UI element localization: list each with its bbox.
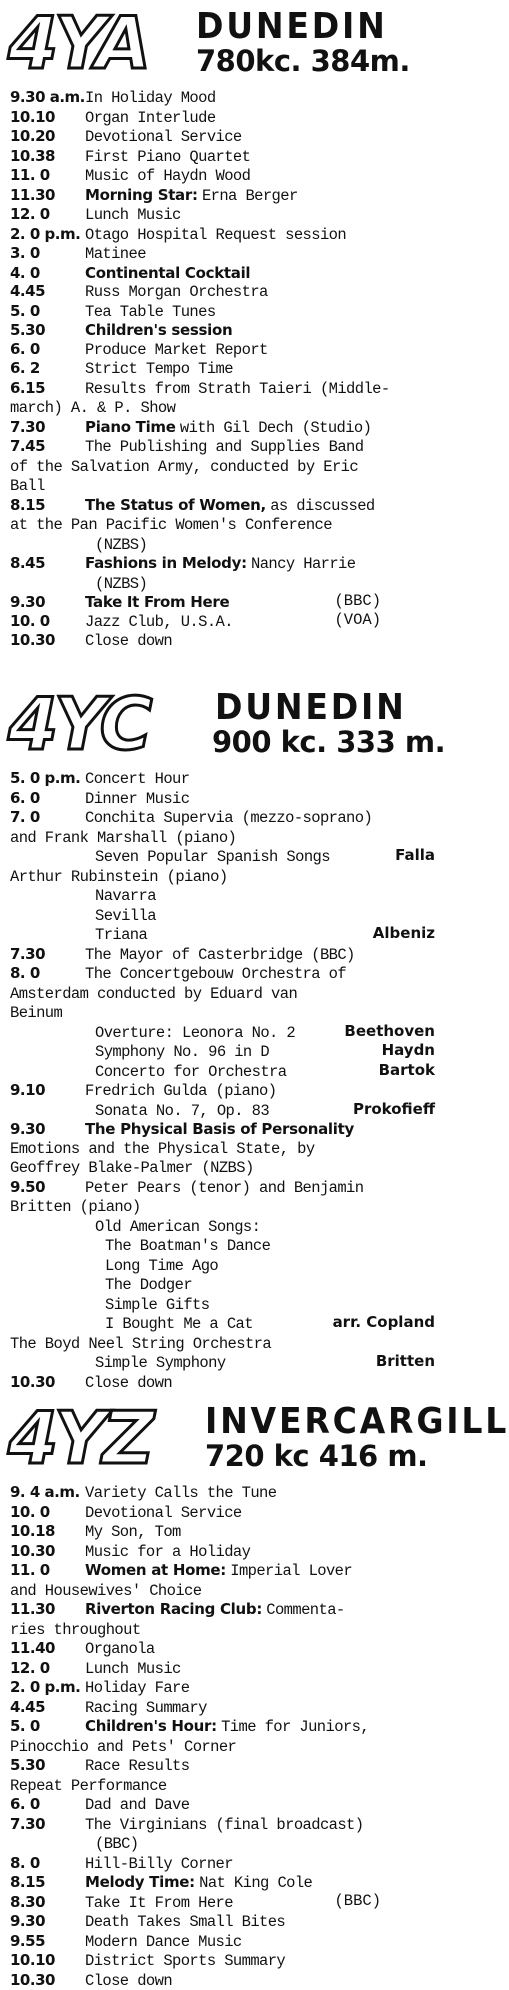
programme-continuation: The Boyd Neel String Orchestra xyxy=(10,1335,271,1353)
programme-title: Produce Market Report xyxy=(85,341,268,359)
programme-time: 10. 0 xyxy=(10,613,85,631)
programme-detail: Old American Songs: xyxy=(95,1218,260,1236)
programme-row xyxy=(10,886,441,906)
programme-title-bold: Children's Hour: xyxy=(85,1717,217,1735)
programme-time: 8.30 xyxy=(10,1894,85,1912)
programme-row xyxy=(10,1698,441,1718)
source-credit: (VOA) xyxy=(334,612,381,630)
programme-row xyxy=(10,302,441,322)
programme-title-bold: Piano Time xyxy=(85,418,176,436)
programme-time: 8.45 xyxy=(10,555,85,573)
programme-title: Dad and Dave xyxy=(85,1796,189,1814)
programme-continuation: march) A. & P. Show xyxy=(10,399,175,417)
programme-row xyxy=(10,1197,441,1217)
programme-title: The Mayor of Casterbridge (BBC) xyxy=(85,946,355,964)
composer-credit: Bartok xyxy=(379,1062,435,1080)
station-header xyxy=(0,681,447,767)
programme-time: 11.30 xyxy=(10,1601,85,1619)
programme-row xyxy=(10,166,441,186)
programme-row xyxy=(10,515,441,535)
programme-row xyxy=(10,925,441,945)
programme-row xyxy=(10,1639,441,1659)
programme-time: 6. 0 xyxy=(10,1796,85,1814)
programme-row xyxy=(10,88,441,108)
programme-time: 10.38 xyxy=(10,148,85,166)
programme-title-bold: The Physical Basis of Personality xyxy=(85,1120,354,1138)
station-4ya xyxy=(0,0,447,651)
programme-title: Close down xyxy=(85,1972,172,1990)
programme-row xyxy=(10,398,441,418)
programme-title: Variety Calls the Tune xyxy=(85,1484,276,1502)
programme-row xyxy=(10,496,441,516)
programme-row xyxy=(10,612,441,632)
programme-continuation: Britten (piano) xyxy=(10,1198,141,1216)
programme-title: Erna Berger xyxy=(202,187,298,205)
programme-title: Conchita Supervia (mezzo-soprano) xyxy=(85,809,372,827)
programme-row xyxy=(10,1854,441,1874)
programme-title: Dinner Music xyxy=(85,790,189,808)
programme-title: Peter Pears (tenor) and Benjamin xyxy=(85,1179,363,1197)
programme-continuation: Ball xyxy=(10,477,45,495)
programme-time: 5.30 xyxy=(10,1757,85,1775)
programme-row xyxy=(10,847,441,867)
programme-detail: Symphony No. 96 in D xyxy=(95,1043,269,1061)
programme-row xyxy=(10,205,441,225)
programme-title-bold: Fashions in Melody: xyxy=(85,554,247,572)
programme-row xyxy=(10,418,441,438)
programme-time: 11. 0 xyxy=(10,1562,85,1580)
programme-title: District Sports Summary xyxy=(85,1952,285,1970)
programme-row xyxy=(10,1003,441,1023)
programme-title: Nat King Cole xyxy=(199,1874,312,1892)
programme-title: In Holiday Mood xyxy=(85,89,216,107)
programme-title: Close down xyxy=(85,1374,172,1392)
programme-row xyxy=(10,964,441,984)
programme-title: Fredrich Gulda (piano) xyxy=(85,1082,276,1100)
programme-row xyxy=(10,1776,441,1796)
programme-continuation: of the Salvation Army, conducted by Eric xyxy=(10,458,358,476)
programme-time: 8. 0 xyxy=(10,965,85,983)
programme-row xyxy=(10,945,441,965)
composer-credit: arr. Copland xyxy=(333,1314,435,1332)
station-header xyxy=(0,1395,447,1481)
programme-detail: Sevilla xyxy=(95,907,156,925)
programme-detail: Sonata No. 7, Op. 83 xyxy=(95,1102,269,1120)
programme-row xyxy=(10,593,441,612)
programme-time: 9. 4 a.m. xyxy=(10,1484,85,1502)
programme-row xyxy=(10,476,441,496)
programme-time: 12. 0 xyxy=(10,206,85,224)
station-city: INVERCARGILL xyxy=(205,1401,509,1442)
programme-song: Long Time Ago xyxy=(105,1257,218,1275)
programme-row xyxy=(10,1158,441,1178)
programme-row xyxy=(10,1581,441,1601)
programme-time: 3. 0 xyxy=(10,245,85,263)
programme-continuation: Emotions and the Physical State, by xyxy=(10,1140,315,1158)
programme-row xyxy=(10,1275,441,1295)
programme-row xyxy=(10,789,441,809)
programme-row xyxy=(10,1932,441,1952)
programme-title: Music of Haydn Wood xyxy=(85,167,250,185)
programme-row xyxy=(10,321,441,340)
programme-time: 11. 0 xyxy=(10,167,85,185)
composer-credit: Haydn xyxy=(382,1042,435,1060)
programme-title: My Son, Tom xyxy=(85,1523,181,1541)
programme-row xyxy=(10,1081,441,1101)
programme-detail: (NZBS) xyxy=(95,575,147,593)
programme-row xyxy=(10,1353,441,1373)
programme-title: Death Takes Small Bites xyxy=(85,1913,285,1931)
programme-time: 7.30 xyxy=(10,419,85,437)
programme-title: Holiday Fare xyxy=(85,1679,189,1697)
programme-time: 7.30 xyxy=(10,1816,85,1834)
programme-song: I Bought Me a Cat xyxy=(105,1315,253,1333)
programme-time: 9.30 xyxy=(10,1913,85,1931)
programme-list xyxy=(0,1483,447,1990)
composer-credit: Prokofieff xyxy=(353,1101,435,1119)
programme-row xyxy=(10,1795,441,1815)
programme-title: with Gil Dech (Studio) xyxy=(180,419,371,437)
composer-credit: Falla xyxy=(395,847,435,865)
programme-row xyxy=(10,379,441,399)
programme-time: 10.30 xyxy=(10,632,85,650)
programme-time: 7. 0 xyxy=(10,809,85,827)
programme-row xyxy=(10,1334,441,1354)
programme-row xyxy=(10,1678,441,1698)
source-credit: (BBC) xyxy=(334,593,381,611)
programme-title-bold: The Status of Women, xyxy=(85,496,266,514)
programme-time: 6. 0 xyxy=(10,790,85,808)
station-4yc xyxy=(0,681,447,1392)
programme-title-bold: Women at Home: xyxy=(85,1561,226,1579)
programme-title: Devotional Service xyxy=(85,1504,242,1522)
station-logo-4yz: 4YZ xyxy=(8,1395,150,1481)
programme-row xyxy=(10,1314,441,1334)
station-city: DUNEDIN xyxy=(215,687,407,728)
programme-title: Jazz Club, U.S.A. xyxy=(85,613,233,631)
programme-time: 8. 0 xyxy=(10,1855,85,1873)
programme-row xyxy=(10,1522,441,1542)
programme-time: 5. 0 xyxy=(10,1718,85,1736)
programme-row xyxy=(10,574,441,594)
programme-row xyxy=(10,1756,441,1776)
station-logo-4yc: 4YC xyxy=(8,681,149,767)
programme-detail: (NZBS) xyxy=(95,536,147,554)
programme-row xyxy=(10,1483,441,1503)
programme-row xyxy=(10,1178,441,1198)
programme-row xyxy=(10,359,441,379)
programme-title: First Piano Quartet xyxy=(85,148,250,166)
programme-row xyxy=(10,1503,441,1523)
programme-row xyxy=(10,282,441,302)
programme-title: Russ Morgan Orchestra xyxy=(85,283,268,301)
programme-row xyxy=(10,1023,441,1043)
programme-time: 10.18 xyxy=(10,1523,85,1541)
programme-time: 6. 2 xyxy=(10,360,85,378)
programme-row xyxy=(10,1295,441,1315)
programme-title-bold: Take It From Here xyxy=(85,593,229,611)
programme-song: The Dodger xyxy=(105,1276,192,1294)
programme-time: 6.15 xyxy=(10,380,85,398)
programme-time: 7.45 xyxy=(10,438,85,456)
programme-detail: Simple Symphony xyxy=(95,1354,226,1372)
programme-detail: Overture: Leonora No. 2 xyxy=(95,1024,295,1042)
programme-time: 9.10 xyxy=(10,1082,85,1100)
programme-time: 11.40 xyxy=(10,1640,85,1658)
programme-row xyxy=(10,1217,441,1237)
station-4yz xyxy=(0,1395,447,1990)
programme-row xyxy=(10,828,441,848)
programme-time: 2. 0 p.m. xyxy=(10,226,85,244)
programme-row xyxy=(10,108,441,128)
programme-row xyxy=(10,437,441,457)
programme-continuation: ries throughout xyxy=(10,1621,141,1639)
programme-title: Lunch Music xyxy=(85,206,181,224)
programme-continuation: and Frank Marshall (piano) xyxy=(10,829,236,847)
programme-title: Devotional Service xyxy=(85,128,242,146)
programme-time: 10.10 xyxy=(10,109,85,127)
programme-row xyxy=(10,1256,441,1276)
programme-row xyxy=(10,906,441,926)
programme-time: 7.30 xyxy=(10,946,85,964)
programme-time: 4.45 xyxy=(10,283,85,301)
programme-title: Modern Dance Music xyxy=(85,1933,242,1951)
programme-row xyxy=(10,535,441,555)
programme-time: 9.50 xyxy=(10,1179,85,1197)
programme-row xyxy=(10,1542,441,1562)
programme-time: 10.20 xyxy=(10,128,85,146)
programme-title: Race Results xyxy=(85,1757,189,1775)
programme-title: Time for Juniors, xyxy=(221,1718,369,1736)
programme-detail: Navarra xyxy=(95,887,156,905)
programme-time: 10. 0 xyxy=(10,1504,85,1522)
programme-row xyxy=(10,1042,441,1062)
programme-title: Music for a Holiday xyxy=(85,1543,250,1561)
programme-time: 9.30 a.m. xyxy=(10,89,85,107)
programme-time: 5.30 xyxy=(10,322,85,340)
programme-title: Otago Hospital Request session xyxy=(85,226,346,244)
programme-continuation: Geoffrey Blake-Palmer (NZBS) xyxy=(10,1159,254,1177)
programme-row xyxy=(10,1737,441,1757)
programme-time: 10.30 xyxy=(10,1972,85,1990)
programme-title-bold: Continental Cocktail xyxy=(85,264,250,282)
programme-time: 5. 0 p.m. xyxy=(10,770,85,788)
station-logo-4ya: 4YA xyxy=(8,0,147,86)
programme-time: 2. 0 p.m. xyxy=(10,1679,85,1697)
composer-credit: Albeniz xyxy=(373,925,435,943)
programme-row xyxy=(10,984,441,1004)
programme-row xyxy=(10,244,441,264)
programme-title: Close down xyxy=(85,632,172,650)
station-header xyxy=(0,0,447,86)
programme-title-bold: Children's session xyxy=(85,321,232,339)
programme-row xyxy=(10,1873,441,1893)
programme-row xyxy=(10,1893,441,1913)
programme-title: Matinee xyxy=(85,245,146,263)
programme-continuation: Arthur Rubinstein (piano) xyxy=(10,868,228,886)
programme-title-bold: Melody Time: xyxy=(85,1873,195,1891)
programme-title: Organola xyxy=(85,1640,155,1658)
programme-row xyxy=(10,1659,441,1679)
programme-row xyxy=(10,867,441,887)
programme-row xyxy=(10,1620,441,1640)
programme-title: Results from Strath Taieri (Middle- xyxy=(85,380,390,398)
programme-continuation: Repeat Performance xyxy=(10,1777,167,1795)
programme-time: 8.15 xyxy=(10,1874,85,1892)
programme-time: 9.30 xyxy=(10,594,85,612)
programme-row xyxy=(10,1717,441,1737)
programme-row xyxy=(10,127,441,147)
programme-title: as discussed xyxy=(270,497,374,515)
programme-title: Hill-Billy Corner xyxy=(85,1855,233,1873)
programme-row xyxy=(10,1101,441,1121)
programme-song: Simple Gifts xyxy=(105,1296,209,1314)
programme-detail: (BBC) xyxy=(95,1835,139,1853)
programme-row xyxy=(10,1834,441,1854)
programme-title: Tea Table Tunes xyxy=(85,303,216,321)
programme-time: 5. 0 xyxy=(10,303,85,321)
programme-time: 11.30 xyxy=(10,187,85,205)
programme-title: The Concertgebouw Orchestra of xyxy=(85,965,346,983)
programme-row xyxy=(10,1600,441,1620)
station-frequency: 900 kc. 333 m. xyxy=(212,725,445,759)
programme-time: 6. 0 xyxy=(10,341,85,359)
programme-title: Lunch Music xyxy=(85,1660,181,1678)
programme-title: The Publishing and Supplies Band xyxy=(85,438,363,456)
source-credit: (BBC) xyxy=(334,1893,381,1911)
programme-row xyxy=(10,1062,441,1082)
programme-time: 10.30 xyxy=(10,1374,85,1392)
programme-title: Commenta- xyxy=(266,1601,344,1619)
programme-row xyxy=(10,1120,441,1139)
programme-time: 4.45 xyxy=(10,1699,85,1717)
programme-row xyxy=(10,631,441,651)
programme-time: 8.15 xyxy=(10,497,85,515)
programme-continuation: Amsterdam conducted by Eduard van xyxy=(10,985,297,1003)
programme-row xyxy=(10,1912,441,1932)
programme-row xyxy=(10,1139,441,1159)
programme-row xyxy=(10,1236,441,1256)
programme-title-bold: Morning Star: xyxy=(85,186,198,204)
programme-row xyxy=(10,264,441,283)
programme-time: 4. 0 xyxy=(10,265,85,283)
programme-time: 12. 0 xyxy=(10,1660,85,1678)
programme-time: 9.30 xyxy=(10,1121,85,1139)
programme-detail: Triana xyxy=(95,926,147,944)
programme-time: 9.55 xyxy=(10,1933,85,1951)
programme-row xyxy=(10,340,441,360)
programme-time: 10.30 xyxy=(10,1543,85,1561)
programme-row xyxy=(10,186,441,206)
programme-detail: Concerto for Orchestra xyxy=(95,1063,286,1081)
programme-row xyxy=(10,769,441,789)
station-frequency: 720 kc 416 m. xyxy=(205,1439,428,1473)
programme-row xyxy=(10,1561,441,1581)
programme-title: Racing Summary xyxy=(85,1699,207,1717)
programme-list xyxy=(0,769,447,1392)
programme-row xyxy=(10,1373,441,1393)
programme-time: 10.10 xyxy=(10,1952,85,1970)
programme-title: The Virginians (final broadcast) xyxy=(85,1816,363,1834)
programme-row xyxy=(10,1815,441,1835)
programme-song: The Boatman's Dance xyxy=(105,1237,270,1255)
programme-title: Nancy Harrie xyxy=(251,555,355,573)
programme-continuation: and Housewives' Choice xyxy=(10,1582,201,1600)
programme-title: Concert Hour xyxy=(85,770,189,788)
programme-row xyxy=(10,457,441,477)
composer-credit: Britten xyxy=(376,1353,435,1371)
programme-row xyxy=(10,225,441,245)
station-city: DUNEDIN xyxy=(196,6,388,47)
programme-detail: Seven Popular Spanish Songs xyxy=(95,848,330,866)
programme-title: Take It From Here xyxy=(85,1894,233,1912)
programme-title: Organ Interlude xyxy=(85,109,216,127)
programme-row xyxy=(10,808,441,828)
programme-row xyxy=(10,1951,441,1971)
programme-continuation: Pinocchio and Pets' Corner xyxy=(10,1738,236,1756)
programme-row xyxy=(10,554,441,574)
programme-continuation: at the Pan Pacific Women's Conference xyxy=(10,516,332,534)
station-frequency: 780kc. 384m. xyxy=(196,44,410,78)
programme-title: Imperial Lover xyxy=(230,1562,352,1580)
programme-list xyxy=(0,88,447,651)
programme-row xyxy=(10,147,441,167)
composer-credit: Beethoven xyxy=(344,1023,435,1041)
programme-title-bold: Riverton Racing Club: xyxy=(85,1600,262,1618)
programme-title: Strict Tempo Time xyxy=(85,360,233,378)
programme-continuation: Beinum xyxy=(10,1004,62,1022)
programme-row xyxy=(10,1971,441,1990)
